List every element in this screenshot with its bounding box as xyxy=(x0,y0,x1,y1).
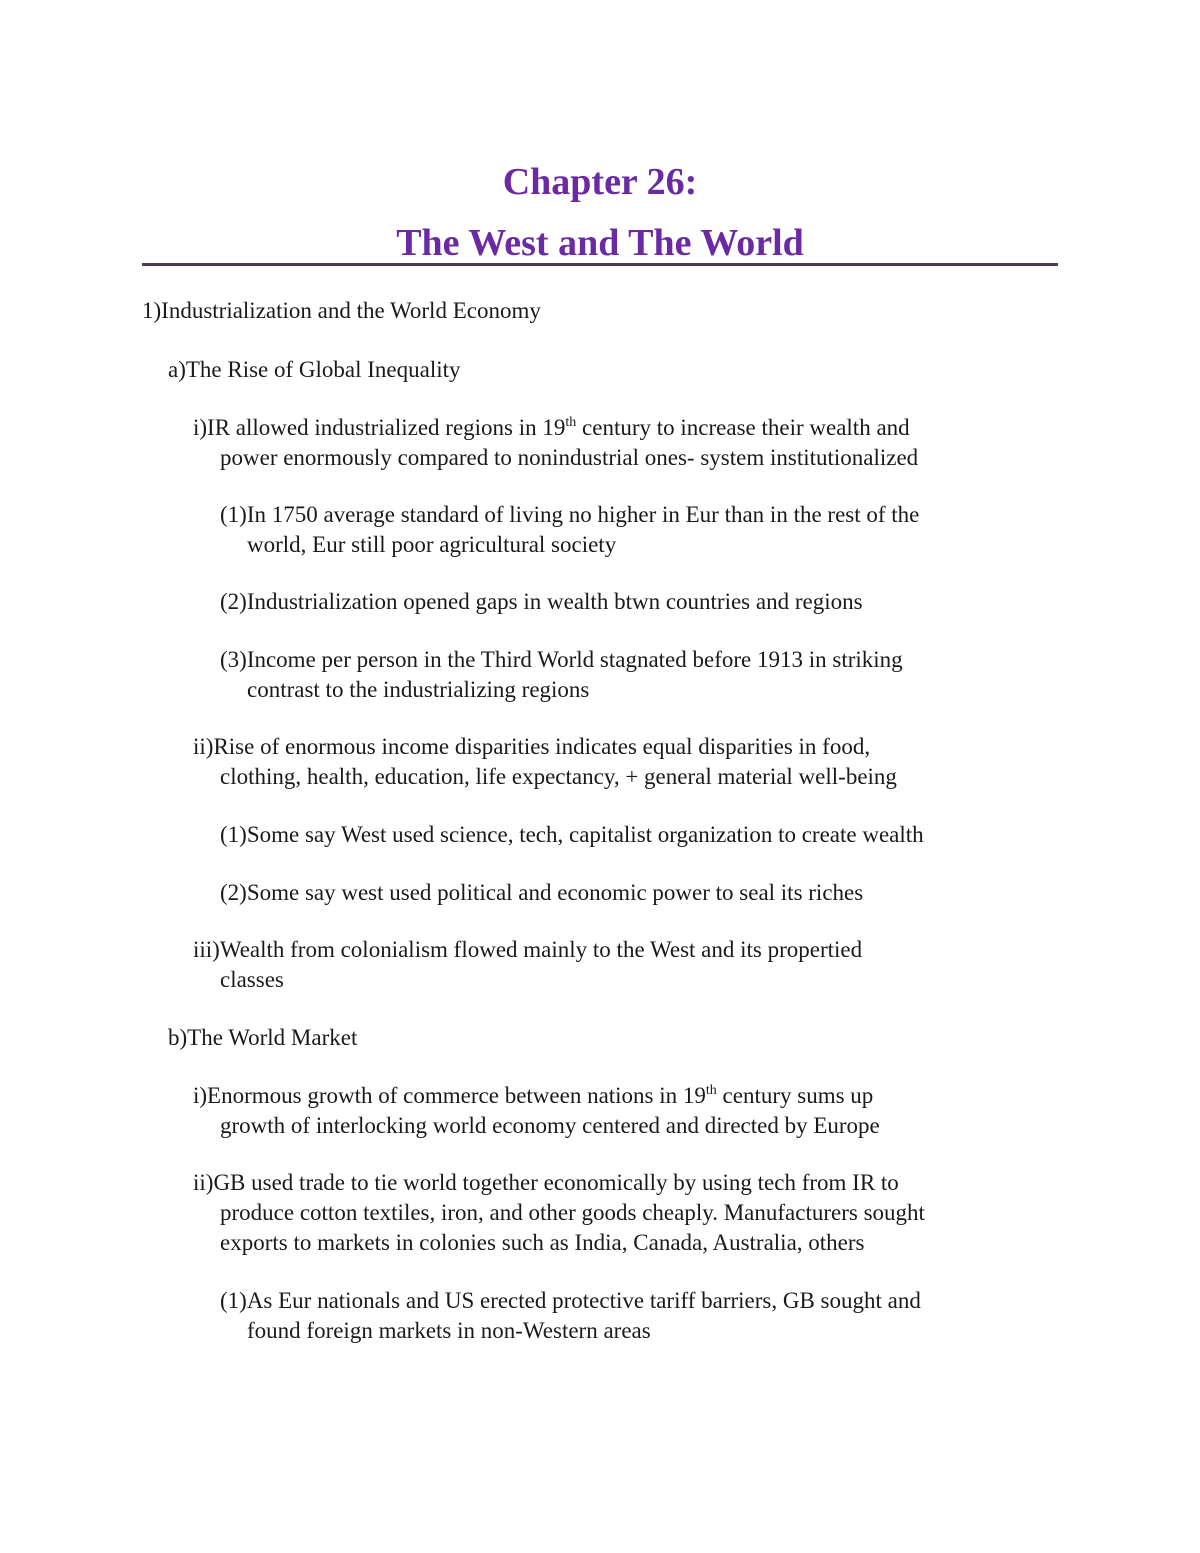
outline-text: b)The World Market xyxy=(168,1025,358,1050)
outline-text: 1)Industrialization and the World Economy xyxy=(142,298,541,323)
outline-item-1b-ii-1 xyxy=(220,1286,921,1346)
outline-item-1a-ii-2 xyxy=(220,878,863,908)
outline-text-line: iii)Wealth from colonialism flowed mainly to the West and its propertied xyxy=(193,937,863,962)
outline-item-1a-i xyxy=(193,413,918,473)
superscript: th xyxy=(705,1083,717,1098)
outline-text-line: found foreign markets in non-Western areas xyxy=(247,1318,651,1343)
outline-text-line: (1)In 1750 average standard of living no higher in Eur than in the rest of the xyxy=(220,502,920,527)
outline-text-line: power enormously compared to nonindustrial ones- system institutionalized xyxy=(220,445,919,470)
chapter-number-heading: Chapter 26: xyxy=(502,161,698,203)
outline-text-part: i)IR allowed industrialized regions in 19 xyxy=(193,415,566,440)
outline-text: a)The Rise of Global Inequality xyxy=(168,357,461,382)
outline-text: (2)Industrialization opened gaps in wealth btwn countries and regions xyxy=(220,589,863,614)
outline-text-line: exports to markets in colonies such as India, Canada, Australia, others xyxy=(220,1230,865,1255)
outline-text-line: (1)As Eur nationals and US erected protective tariff barriers, GB sought and xyxy=(220,1288,921,1313)
title-divider xyxy=(142,263,1058,266)
outline-item-1 xyxy=(142,296,541,326)
outline-text-line xyxy=(193,1081,880,1111)
outline-text-line xyxy=(193,413,918,443)
outline-text-line: contrast to the industrializing regions xyxy=(247,677,590,702)
outline-text-line: (3)Income per person in the Third World stagnated before 1913 in striking xyxy=(220,647,903,672)
outline-text-part: century sums up xyxy=(716,1083,874,1108)
outline-item-1a-ii xyxy=(193,732,897,792)
chapter-title-heading: The West and The World xyxy=(396,222,804,264)
outline-text-line: produce cotton textiles, iron, and other goods cheaply. Manufacturers sought xyxy=(220,1200,925,1225)
outline-text-line: clothing, health, education, life expectancy, + general material well-being xyxy=(220,764,897,789)
superscript: th xyxy=(565,415,577,430)
outline-text-line: ii)Rise of enormous income disparities indicates equal disparities in food, xyxy=(193,734,871,759)
outline-item-1a-i-3 xyxy=(220,645,903,705)
outline-text-part: century to increase their wealth and xyxy=(576,415,910,440)
outline-item-1a-iii xyxy=(193,935,862,995)
outline-item-1a-ii-1 xyxy=(220,820,924,850)
outline-text-line: classes xyxy=(220,967,284,992)
outline-item-1a-i-2 xyxy=(220,587,863,617)
outline-text-line: ii)GB used trade to tie world together economically by using tech from IR to xyxy=(193,1170,899,1195)
outline-text: (2)Some say west used political and economic power to seal its riches xyxy=(220,880,864,905)
outline-text-line: growth of interlocking world economy centered and directed by Europe xyxy=(220,1113,880,1138)
outline-item-1b-ii xyxy=(193,1168,925,1258)
outline-text-part: i)Enormous growth of commerce between nations in 19 xyxy=(193,1083,706,1108)
outline-item-1b-i xyxy=(193,1081,880,1141)
outline-item-1a xyxy=(168,355,461,385)
outline-text: (1)Some say West used science, tech, capitalist organization to create wealth xyxy=(220,822,924,847)
outline-item-1a-i-1 xyxy=(220,500,919,560)
outline-item-1b xyxy=(168,1023,357,1053)
outline-text-line: world, Eur still poor agricultural society xyxy=(247,532,617,557)
